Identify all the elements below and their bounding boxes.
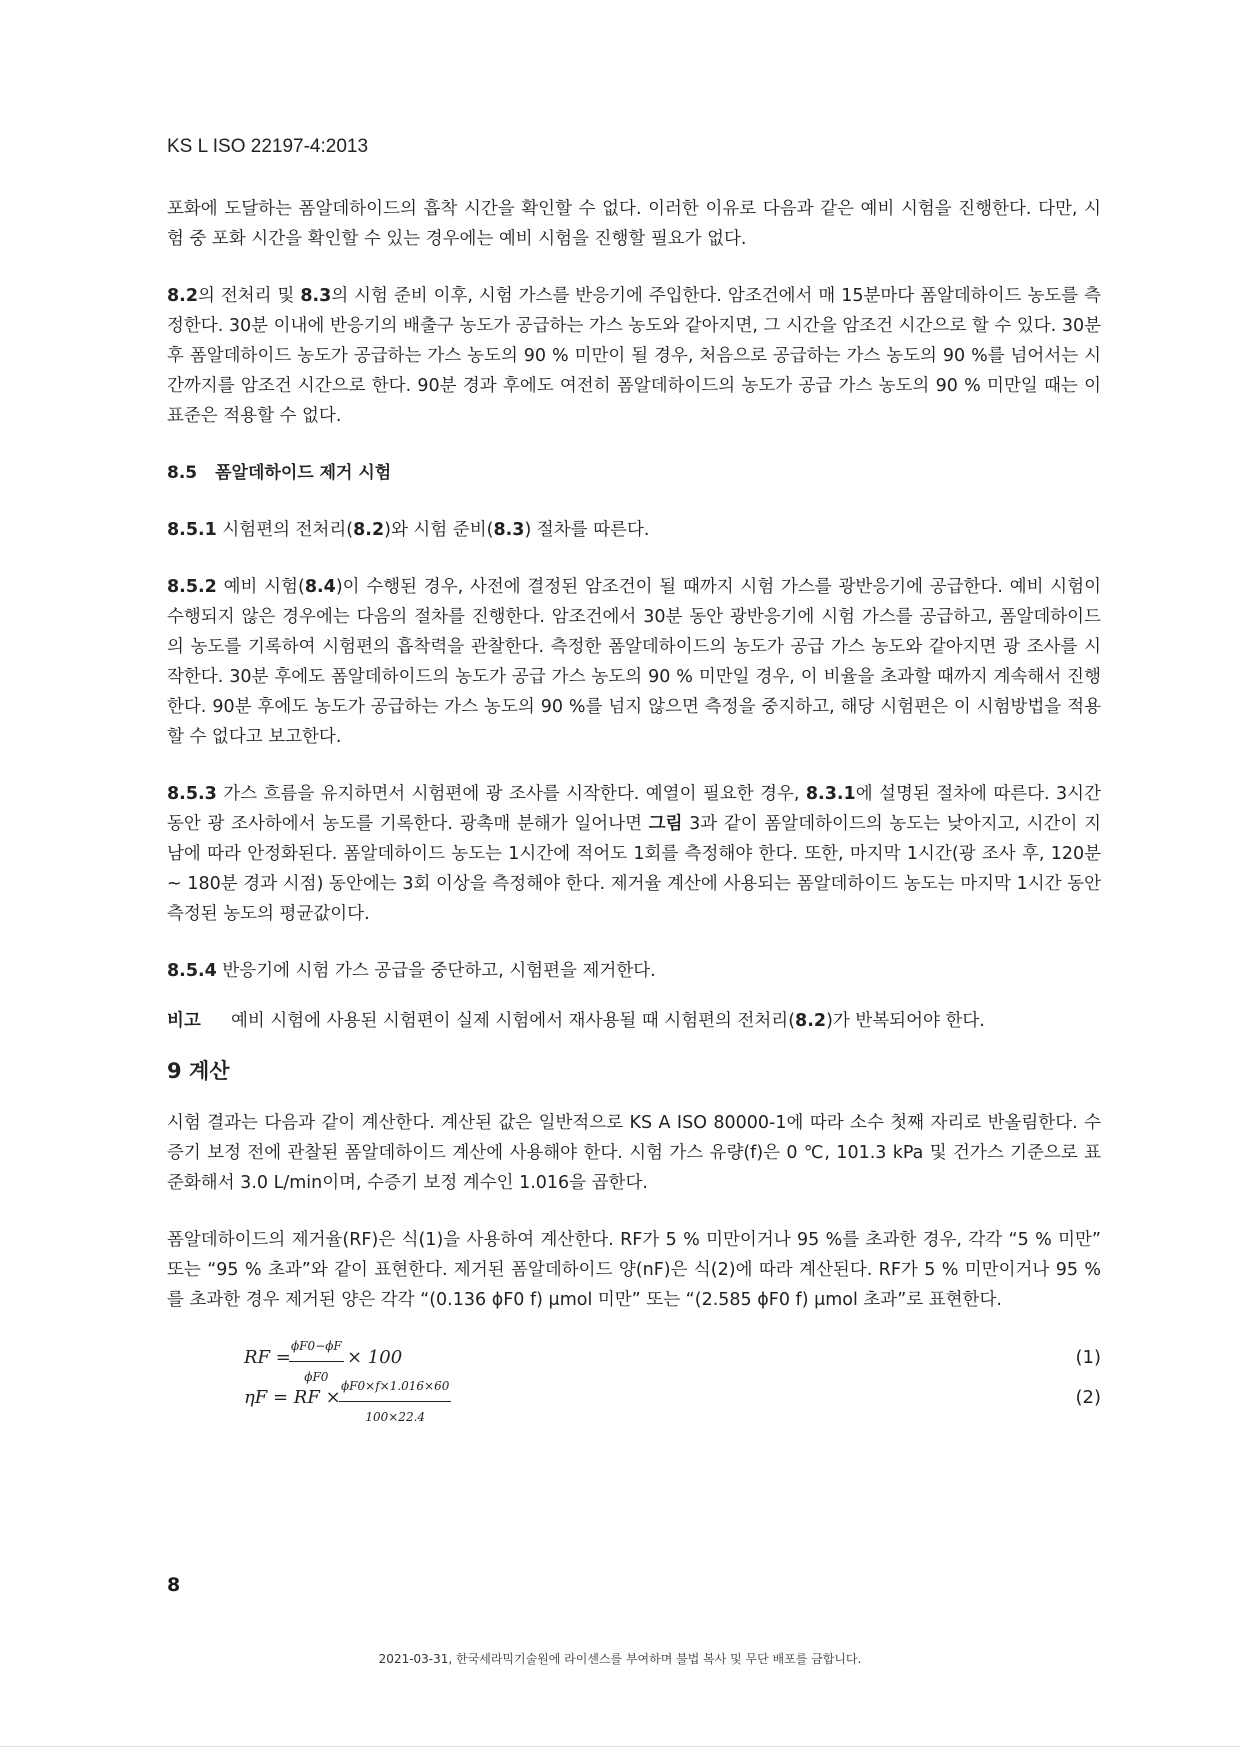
fraction-numerator: ϕF0×f×1.016×60 bbox=[339, 1371, 451, 1402]
clause-number: 8.5.3 bbox=[167, 784, 217, 804]
equation-rhs: × 100 bbox=[347, 1347, 403, 1368]
clause-text: 반응기에 시험 가스 공급을 중단하고, 시험편을 제거한다. bbox=[216, 961, 656, 981]
clause-text: 3과 같이 폼알데하이드의 농도는 낮아지고, 시간이 지남에 따라 안정화된다. 폼알데하이드 농도는 1시간에 적어도 1회를 측정해야 한다. 또한, 마지막 1시간(광 조사 후, 120분 ~ 180분 경과 시점) 동안에는 3회 이상을 측정해야 한다. 제거율 계산에 사용되는 폼알데하이드 농도는 마지막 1시간 동안 측정된 농도의 평균값이다. bbox=[167, 814, 1101, 924]
paragraph-text: 의 시험 준비 이후, 시험 가스를 반응기에 주입한다. 암조건에서 매 15분마다 폼알데하이드 농도를 측정한다. 30분 이내에 반응기의 배출구 농도가 공급하는 가스 농도와 같아지면, 그 시간을 암조건 시간으로 할 수 있다. 30분 후 폼알데하이드 농도가 공급하는 가스 농도의 90 % 미만이 될 경우, 처음으로 공급하는 가스 농도의 90 %를 넘어서는 시간까지를 암조건 시간으로 한다. 90분 경과 후에도 여전히 폼알데하이드의 농도가 공급 가스 농도의 90 % 미만일 때는 이 표준은 적용할 수 없다. bbox=[167, 286, 1101, 426]
ref-8-2: 8.2 bbox=[353, 520, 385, 540]
note-label: 비고 bbox=[167, 1011, 201, 1031]
section-heading-9 bbox=[167, 1056, 1101, 1086]
ref-8-2: 8.2 bbox=[167, 286, 199, 306]
ref-8-3: 8.3 bbox=[493, 520, 525, 540]
paragraph-text: 의 전처리 및 bbox=[198, 286, 301, 306]
ref-figure: 그림 bbox=[648, 814, 683, 834]
paragraph-8-2 bbox=[167, 281, 1101, 431]
clause-8-5-3 bbox=[167, 779, 1101, 929]
note-text-part: )가 반복되어야 한다. bbox=[826, 1011, 985, 1031]
page-number: 8 bbox=[167, 1574, 181, 1596]
section-title: 폼알데하이드 제거 시험 bbox=[215, 463, 392, 483]
ref-8-4: 8.4 bbox=[304, 577, 336, 597]
clause-text: ) 절차를 따른다. bbox=[524, 520, 650, 540]
clause-number: 8.5.2 bbox=[167, 577, 217, 597]
document-header: KS L ISO 22197-4:2013 bbox=[167, 136, 369, 157]
ref-8-3: 8.3 bbox=[300, 286, 332, 306]
clause-text: 예비 시험( bbox=[216, 577, 305, 597]
calculation-paragraph-2: 폼알데하이드의 제거율(RF)은 식(1)을 사용하여 계산한다. RF가 5 % 미만이거나 95 %를 초과한 경우, 각각 “5 % 미만” 또는 “95 % 초과”와 같이 표현한다. 제거된 폼알데하이드 양(nF)은 식(2)에 따라 계산된다. RF가 5 % 미만이거나 95 %를 초과한 경우 제거된 양은 각각 “(0.136 ϕF0 f) μmol 미만” 또는 “(2.585 ϕF0 f) μmol 초과”로 표현한다. bbox=[167, 1230, 1101, 1310]
equation-number: (1) bbox=[1075, 1347, 1101, 1368]
section-title: 계산 bbox=[188, 1059, 230, 1083]
clause-number: 8.5.4 bbox=[167, 961, 217, 981]
note-text bbox=[231, 1006, 1101, 1036]
section-number: 9 bbox=[167, 1059, 182, 1083]
calculation-paragraph-1: 시험 결과는 다음과 같이 계산한다. 계산된 값은 일반적으로 KS A ISO 80000-1에 따라 소수 첫째 자리로 반올림한다. 수증기 보정 전에 관찰된 폼알데하이드 계산에 사용해야 한다. 시험 가스 유량(f)은 0 ℃, 101.3 kPa 및 건가스 기준으로 표준화해서 3.0 L/min이며, 수증기 보정 계수인 1.016을 곱한다. bbox=[167, 1113, 1101, 1193]
clause-text: )이 수행된 경우, 사전에 결정된 암조건이 될 때까지 시험 가스를 광반응기에 공급한다. 예비 시험이 수행되지 않은 경우에는 다음의 절차를 진행한다. 암조건에서 30분 동안 광반응기에 시험 가스를 공급하고, 폼알데하이드의 농도를 기록하여 시험편의 흡착력을 관찰한다. 측정한 폼알데하이드의 농도가 공급 가스 농도와 같아지면 광 조사를 시작한다. 30분 후에도 폼알데하이드의 농도가 공급 가스 농도의 90 % 미만일 경우, 이 비율을 초과할 때까지 계속해서 진행한다. 90분 후에도 농도가 공급하는 가스 농도의 90 %를 넘지 않으면 측정을 중지하고, 해당 시험편은 이 시험방법을 적용할 수 없다고 보고한다. bbox=[167, 577, 1102, 747]
clause-text: 에 설명된 절차에 따른다. 3시간 동안 광 조사하에서 농도를 기록한다. 광촉매 분해가 일어나면 bbox=[167, 784, 1101, 834]
fraction-numerator: ϕF0−ϕF bbox=[289, 1331, 344, 1362]
clause-8-5-4 bbox=[167, 956, 1101, 986]
clause-8-5-2 bbox=[167, 572, 1101, 752]
equation-number: (2) bbox=[1075, 1387, 1101, 1408]
equation-lhs: ηF = RF × bbox=[244, 1387, 341, 1408]
note-text-part: 예비 시험에 사용된 시험편이 실제 시험에서 재사용될 때 시험편의 전처리( bbox=[231, 1011, 796, 1031]
intro-paragraph: 포화에 도달하는 폼알데하이드의 흡착 시간을 확인할 수 없다. 이러한 이유로 다음과 같은 예비 시험을 진행한다. 다만, 시험 중 포화 시간을 확인할 수 있는 경우에는 예비 시험을 진행할 필요가 없다. bbox=[167, 199, 1101, 249]
section-number: 8.5 bbox=[167, 463, 198, 483]
note-block bbox=[167, 1006, 1101, 1036]
license-footer: 2021-03-31, 한국세라믹기술원에 라이센스를 부여하며 불법 복사 및 무단 배포를 금합니다. bbox=[378, 1652, 862, 1666]
section-heading-8-5 bbox=[167, 458, 1101, 488]
fraction-denominator: 100×22.4 bbox=[365, 1410, 426, 1424]
footer-divider bbox=[0, 1746, 1240, 1747]
ref-8-2: 8.2 bbox=[795, 1011, 827, 1031]
clause-text: 가스 흐름을 유지하면서 시험편에 광 조사를 시작한다. 예열이 필요한 경우, bbox=[216, 784, 806, 804]
fraction-denominator: ϕF0 bbox=[304, 1370, 329, 1384]
clause-text: )와 시험 준비( bbox=[384, 520, 494, 540]
ref-8-3-1: 8.3.1 bbox=[805, 784, 856, 804]
equation-lhs: RF = bbox=[244, 1347, 291, 1368]
clause-text: 시험편의 전처리( bbox=[216, 520, 354, 540]
equation-fraction bbox=[339, 1371, 451, 1432]
clause-8-5-1 bbox=[167, 515, 1101, 545]
clause-number: 8.5.1 bbox=[167, 520, 217, 540]
